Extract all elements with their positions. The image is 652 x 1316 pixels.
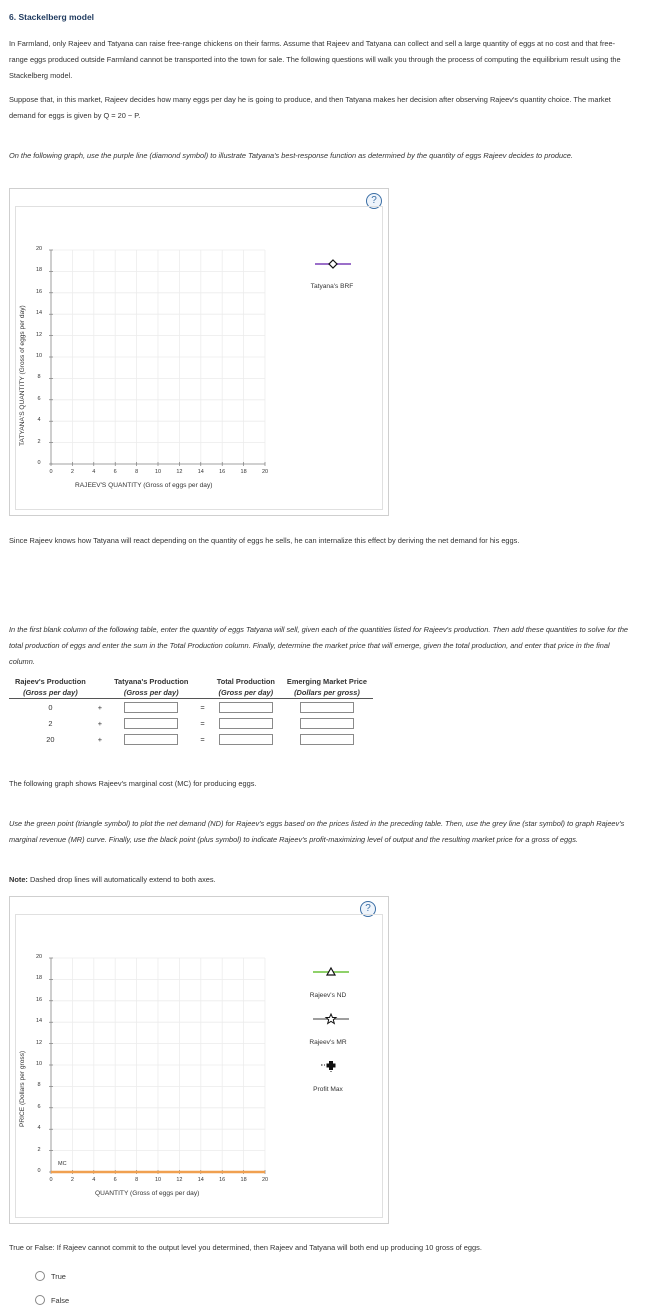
col-header-tatyana: Tatyana's Production [114, 677, 189, 686]
tatyana-production-input[interactable] [124, 734, 178, 745]
x-tick-label: 0 [49, 469, 53, 475]
note-text: Dashed drop lines will automatically extend to both axes. [27, 875, 216, 884]
y-tick-label: 6 [37, 1103, 41, 1110]
x-axis-label: QUANTITY (Gross of eggs per day) [95, 1190, 200, 1197]
x-tick-label: 2 [70, 1177, 74, 1183]
radio-true[interactable] [35, 1271, 66, 1281]
y-tick-label: 12 [35, 1039, 43, 1046]
x-tick-label: 12 [176, 469, 183, 475]
x-tick-label: 12 [176, 1177, 183, 1183]
y-tick-label: 20 [35, 246, 43, 252]
plus-sign: + [97, 702, 103, 712]
y-tick-label: 10 [35, 1061, 43, 1067]
table-row [9, 699, 373, 716]
equals-sign: = [200, 734, 205, 744]
nd-legend-label: Rajeev's ND [309, 992, 347, 999]
x-tick-label: 10 [154, 1177, 162, 1183]
table-row [9, 731, 373, 747]
x-tick-label: 4 [92, 1177, 96, 1183]
demand-paragraph: Suppose that, in this market, Rajeev decides how many eggs per day he is going to produce, and then Tatyana makes her decision after observing Rajeev's quantity choice. The market demand for eggs is given by Q = 20 − P. [9, 95, 611, 120]
nd-legend-tool[interactable] [311, 965, 351, 979]
total-production-input[interactable] [219, 734, 273, 745]
radio-false-label: False [51, 1295, 70, 1305]
radio-false[interactable] [35, 1295, 69, 1305]
x-tick-label: 18 [240, 1177, 247, 1183]
mc-curve-label: MC [58, 1161, 67, 1167]
x-tick-label: 2 [70, 469, 74, 475]
rajeev-quantity: 20 [46, 734, 55, 744]
tatyana-production-input[interactable] [124, 718, 178, 729]
mc-intro: The following graph shows Rajeev's marginal cost (MC) for producing eggs. [9, 779, 257, 788]
radio-circle-icon [35, 1271, 45, 1281]
plus-sign: + [97, 718, 103, 728]
intro-paragraph: In Farmland, only Rajeev and Tatyana can raise free-range chickens on their farms. Assume that Rajeev and Tatyana can collect and sell a large quantity of eggs at no cost and that free-range eggs produced outside Farmland cannot be transported into the town for sale. The following questions will walk you through the process of computing the equilibrium result using the Stackelberg model. [9, 39, 621, 80]
market-price-input[interactable] [300, 702, 354, 713]
total-production-input[interactable] [219, 718, 273, 729]
x-tick-label: 6 [113, 1177, 117, 1183]
brf-legend-tool[interactable] [313, 257, 353, 271]
col-header-rajeev: Rajeev's Production [15, 677, 86, 686]
plus-sign: + [97, 734, 103, 744]
x-tick-label: 20 [261, 1177, 269, 1183]
total-production-input[interactable] [219, 702, 273, 713]
x-tick-label: 10 [154, 469, 162, 475]
x-tick-label: 14 [197, 469, 204, 475]
mr-legend-tool[interactable] [311, 1012, 351, 1026]
x-tick-label: 18 [240, 469, 247, 475]
y-tick-label: 0 [37, 460, 41, 466]
y-tick-label: 16 [35, 288, 43, 295]
note-label: Note: [9, 875, 28, 884]
production-table [9, 676, 373, 747]
profit-max-legend-tool[interactable] [315, 1058, 347, 1074]
y-tick-label: 4 [37, 1125, 41, 1132]
y-tick-label: 18 [35, 975, 43, 982]
equals-sign: = [200, 702, 205, 712]
col-header-total: Total Production [216, 677, 275, 686]
col-unit-total: (Gross per day) [218, 688, 274, 697]
y-tick-label: 8 [37, 1082, 41, 1089]
x-tick-label: 6 [113, 469, 117, 475]
help-icon[interactable]: ? [360, 901, 376, 917]
market-price-input[interactable] [300, 718, 354, 729]
y-tick-label: 20 [35, 954, 43, 960]
table-instruction: In the first blank column of the following table, enter the quantity of eggs Tatyana will sell, given each of the quantities listed for Rajeev's production. Then add these quantities to solve for the total production of eggs and enter the sum in the Total Production column. Finally, determine the market price that will emerge, given the total production, and enter that price in the final column. [9, 625, 629, 666]
profit-max-legend-label: Profit Max [313, 1086, 343, 1093]
y-tick-label: 2 [37, 438, 41, 445]
x-tick-label: 16 [219, 1177, 226, 1183]
y-tick-label: 4 [37, 417, 41, 424]
graph1-instruction: On the following graph, use the purple line (diamond symbol) to illustrate Tatyana's best-response function as determined by the quantity of eggs Rajeev decides to produce. [9, 151, 573, 160]
y-axis-label: PRICE (Dollars per gross) [19, 1050, 26, 1127]
x-tick-label: 8 [135, 469, 139, 475]
help-icon[interactable]: ? [366, 193, 382, 209]
y-tick-label: 14 [35, 310, 43, 317]
y-tick-label: 12 [35, 331, 43, 338]
net-demand-paragraph: Since Rajeev knows how Tatyana will react depending on the quantity of eggs he sells, he can internalize this effect by deriving the net demand for his eggs. [9, 536, 520, 545]
y-tick-label: 14 [35, 1018, 43, 1025]
true-false-question: True or False: If Rajeev cannot commit to the output level you determined, then Rajeev and Tatyana will both end up producing 10 gross of eggs. [9, 1243, 482, 1252]
x-tick-label: 16 [219, 469, 226, 475]
y-tick-label: 0 [37, 1168, 41, 1174]
rajeev-quantity: 0 [48, 702, 53, 712]
brf-plot-area[interactable] [10, 189, 390, 517]
x-axis-label: RAJEEV'S QUANTITY (Gross of eggs per day) [75, 482, 213, 489]
nd-mr-graph-panel [9, 896, 389, 1224]
x-tick-label: 20 [261, 469, 269, 475]
col-unit-tatyana: (Gross per day) [123, 688, 179, 697]
y-tick-label: 8 [37, 374, 41, 381]
x-tick-label: 8 [135, 1177, 139, 1183]
x-tick-label: 14 [197, 1177, 204, 1183]
plus-icon [327, 1061, 336, 1070]
radio-circle-icon [35, 1295, 45, 1305]
table-row [9, 715, 373, 731]
diamond-icon [329, 260, 337, 268]
x-tick-label: 0 [49, 1177, 53, 1183]
x-tick-label: 4 [92, 469, 96, 475]
brf-graph-panel [9, 188, 389, 516]
graph2-instruction: Use the green point (triangle symbol) to plot the net demand (ND) for Rajeev's eggs based on the prices listed in the preceding table. Then, use the grey line (star symbol) to graph Rajeev's marginal revenue (MR) curve. Finally, use the black point (plus symbol) to indicate Rajeev's profit-maximizing level of output and the resulting market price for a gross of eggs. [9, 819, 625, 844]
col-unit-rajeev: (Gross per day) [23, 688, 78, 697]
section-title: 6. Stackelberg model [9, 12, 95, 22]
y-tick-label: 10 [35, 353, 43, 359]
y-tick-label: 6 [37, 395, 41, 402]
mr-legend-label: Rajeev's MR [309, 1039, 347, 1046]
drop-lines-note [9, 872, 629, 888]
tatyana-production-input[interactable] [124, 702, 178, 713]
star-icon [326, 1014, 336, 1024]
col-header-price: Emerging Market Price [286, 677, 368, 686]
col-unit-price: (Dollars per gross) [294, 688, 360, 697]
y-tick-label: 16 [35, 996, 43, 1003]
rajeev-quantity: 2 [48, 718, 53, 728]
y-tick-label: 2 [37, 1146, 41, 1153]
radio-true-label: True [51, 1271, 66, 1281]
y-axis-label: TATYANA'S QUANTITY (Gross of eggs per day) [19, 305, 26, 446]
equals-sign: = [200, 718, 205, 728]
brf-legend-label: Tatyana's BRF [310, 283, 354, 290]
market-price-input[interactable] [300, 734, 354, 745]
y-tick-label: 18 [35, 267, 43, 274]
